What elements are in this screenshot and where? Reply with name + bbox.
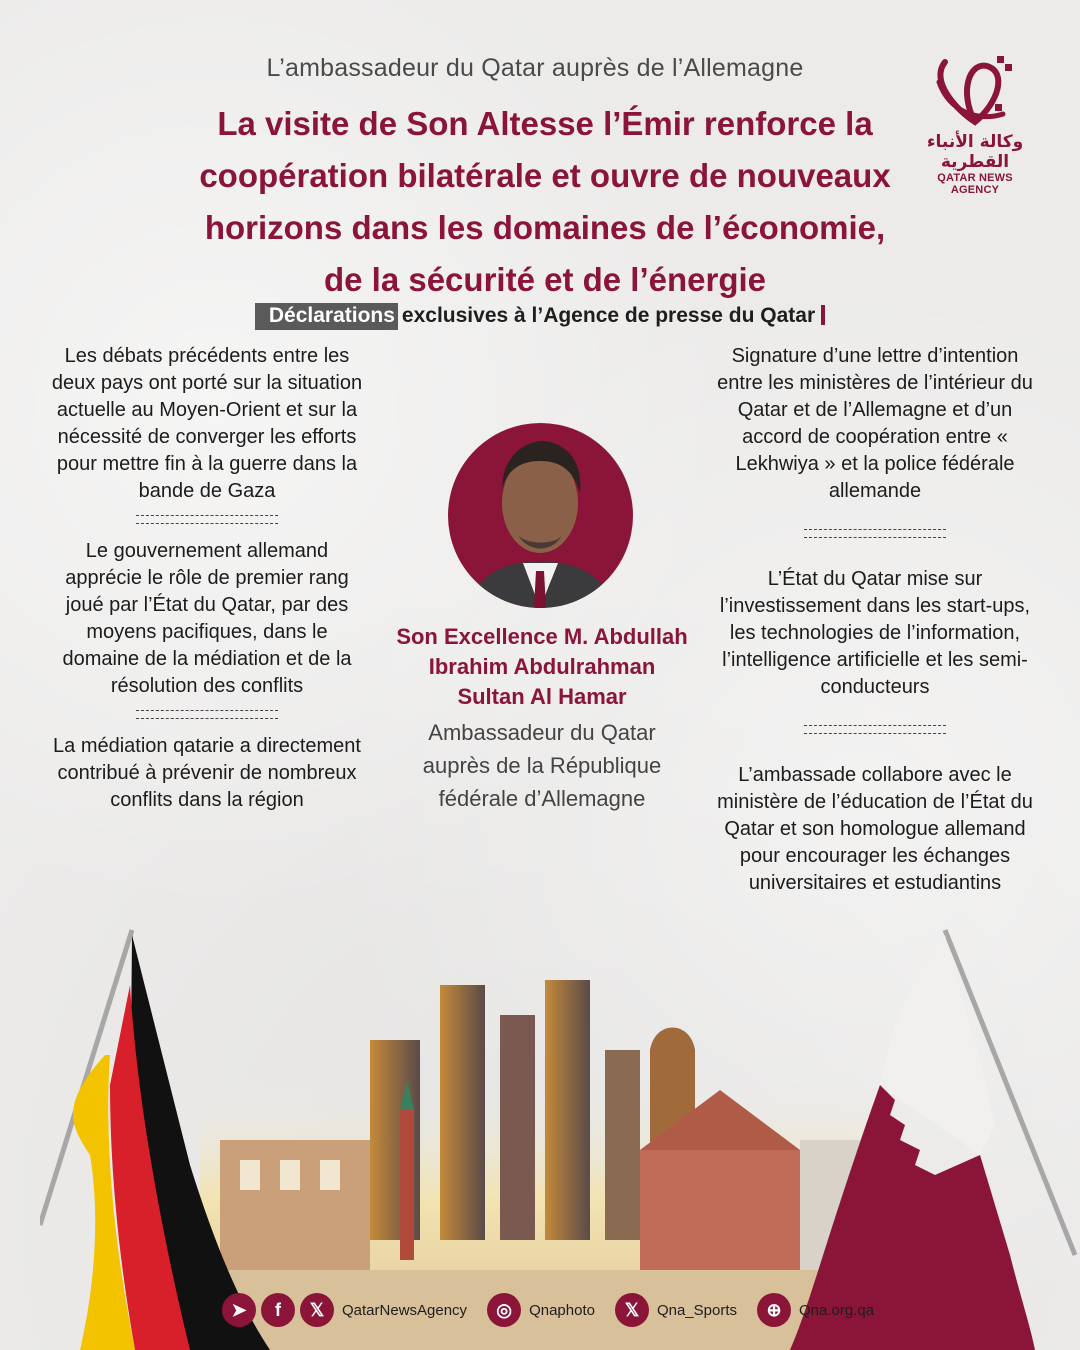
globe-icon[interactable]: ⊕ [757, 1293, 791, 1327]
name-line: Sultan Al Hamar [457, 684, 627, 709]
headline-line: horizons dans les domaines de l’économie, [204, 209, 886, 246]
headline-line: La visite de Son Altesse l’Émir renforce la [217, 105, 873, 142]
person-photo-icon [448, 423, 633, 608]
headline-line: de la sécurité et de l’énergie [323, 261, 767, 298]
dashed-separator [136, 515, 278, 524]
name-line: Ibrahim Abdulrahman [428, 654, 656, 679]
role-line: auprès de la République [422, 753, 662, 778]
logo-english: QATAR NEWS AGENCY [937, 172, 1013, 196]
social-handle-qatarnewsagency[interactable]: QatarNewsAgency [342, 1301, 468, 1319]
qatar-flag [780, 925, 1080, 1350]
right-column [715, 343, 1035, 897]
statement: L’ambassade collabore avec le ministère de l’éducation de l’État du Qatar et son homologue allemand pour encourager les échanges universitaires et estudiantins [717, 764, 1033, 894]
subline-text: exclusives à l’Agence de presse du Qatar [401, 304, 816, 327]
dashed-separator [804, 725, 946, 734]
role-line: fédérale d’Allemagne [438, 786, 646, 811]
kicker-text: L’ambassadeur du Qatar auprès de l’Allemagne [266, 54, 804, 82]
qna-logo [915, 52, 1035, 196]
logo-arabic: وكالة الأنباء القطرية [926, 132, 1024, 172]
instagram-icon[interactable]: ◎ [487, 1293, 521, 1327]
social-handle-qna-sports[interactable]: Qna_Sports [656, 1301, 737, 1319]
name-line: Son Excellence M. Abdullah [396, 624, 688, 649]
ambassador-portrait [448, 423, 633, 608]
role-line: Ambassadeur du Qatar [428, 720, 656, 745]
facebook-icon[interactable]: f [261, 1293, 295, 1327]
ambassador-name [372, 622, 712, 712]
x-icon[interactable]: 𝕏 [615, 1293, 649, 1327]
statement: L’État du Qatar mise sur l’investissement dans les start-ups, les technologies de l’information, l’intelligence artificielle et les semi-conducteurs [719, 568, 1031, 698]
statement: Les débats précédents entre les deux pays ont porté sur la situation actuelle au Moyen-Orient et sur la nécessité de converger les efforts pour mettre fin à la guerre dans la bande de Gaza [51, 345, 363, 502]
statement: Le gouvernement allemand apprécie le rôle de premier rang joué par l’État du Qatar, par des moyens pacifiques, dans le domaine de la médiation et de la résolution des conflits [62, 540, 352, 697]
left-column [47, 343, 367, 814]
statement: La médiation qatarie a directement contribué à prévenir de nombreux conflits dans la région [53, 735, 361, 811]
headline [150, 98, 940, 306]
ambassador-role [372, 716, 712, 815]
subline [0, 303, 1080, 330]
social-handle-qnaphoto[interactable]: Qnaphoto [529, 1301, 595, 1319]
x-icon[interactable]: 𝕏 [300, 1293, 334, 1327]
qna-logo-icon [929, 52, 1021, 132]
declarations-badge: Déclarations [255, 303, 398, 330]
website-link[interactable]: Qna.org.qa [799, 1301, 875, 1319]
headline-line: coopération bilatérale et ouvre de nouveaux [199, 157, 891, 194]
accent-bar [821, 305, 825, 325]
telegram-icon[interactable]: ➤ [222, 1293, 256, 1327]
dashed-separator [136, 710, 278, 719]
dashed-separator [804, 529, 946, 538]
germany-flag [40, 925, 300, 1350]
statement: Signature d’une lettre d’intention entre les ministères de l’intérieur du Qatar et de l’Allemagne et d’un accord de coopération entre « Lekhwiya » et la police fédérale allemande [717, 345, 1033, 502]
social-links-bar [222, 1290, 894, 1330]
